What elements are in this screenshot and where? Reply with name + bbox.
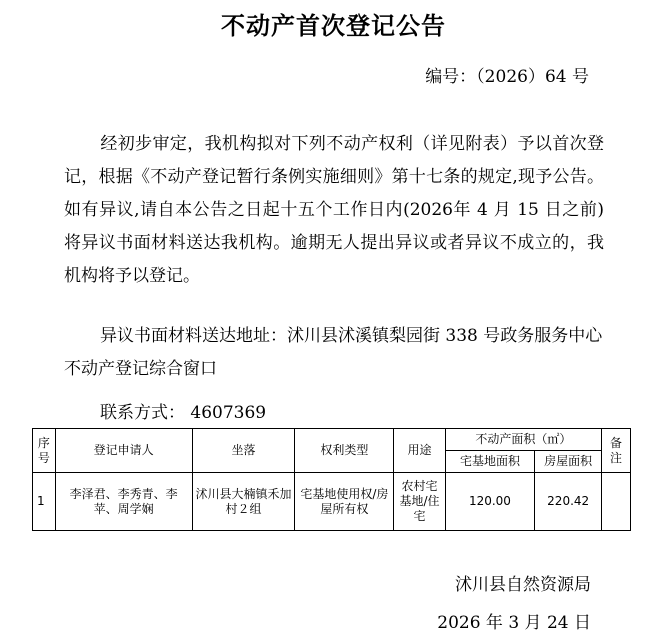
- header-land-area: 宅基地面积: [445, 451, 535, 473]
- header-location: 坐落: [192, 429, 295, 473]
- header-usage: 用途: [394, 429, 445, 473]
- header-remark: 备注: [602, 429, 631, 473]
- cell-seq: 1: [33, 473, 56, 531]
- cell-applicant: 李泽君、李秀青、李苹、周学娴: [55, 473, 192, 531]
- cell-right-type: 宅基地使用权/房屋所有权: [295, 473, 394, 531]
- objection-address-text: 异议书面材料送达地址：沭川县沭溪镇梨园街 338 号政务服务中心不动产登记综合窗口: [64, 326, 603, 379]
- cell-usage: 农村宅基地/住宅: [394, 473, 445, 531]
- document-number: 编号：（2026）64 号: [425, 67, 589, 87]
- header-area-group: 不动产面积（㎡）: [445, 429, 601, 451]
- table-header-row: [33, 429, 631, 451]
- cell-remark: [602, 473, 631, 531]
- cell-land-area: 120.00: [445, 473, 535, 531]
- issuing-authority: 沭川县自然资源局: [455, 575, 591, 595]
- contact-info: 联系方式： 4607369: [100, 403, 267, 423]
- header-right-type: 权利类型: [295, 429, 394, 473]
- cell-location: 沭川县大楠镇禾加村２组: [192, 473, 295, 531]
- notice-paragraph-text: 经初步审定，我机构拟对下列不动产权利（详见附表）予以首次登记，根据《不动产登记暂行条例实施细则》第十七条的规定,现予公告。如有异议,请自本公告之日起十五个工作日内(2026年 4 月 15 日之前)将异议书面材料送达我机构。逾期无人提出异议或者异议不成立的，我机构将予以登记。: [64, 134, 604, 286]
- issue-date: 2026 年 3 月 24 日: [437, 613, 591, 633]
- registration-table: [32, 428, 631, 531]
- header-house-area: 房屋面积: [535, 451, 602, 473]
- objection-address: [64, 320, 604, 386]
- notice-title: 不动产首次登记公告: [221, 12, 446, 40]
- table-row: [33, 473, 631, 531]
- header-seq: 序号: [33, 429, 56, 473]
- notice-paragraph: [64, 128, 604, 293]
- header-applicant: 登记申请人: [55, 429, 192, 473]
- cell-house-area: 220.42: [535, 473, 602, 531]
